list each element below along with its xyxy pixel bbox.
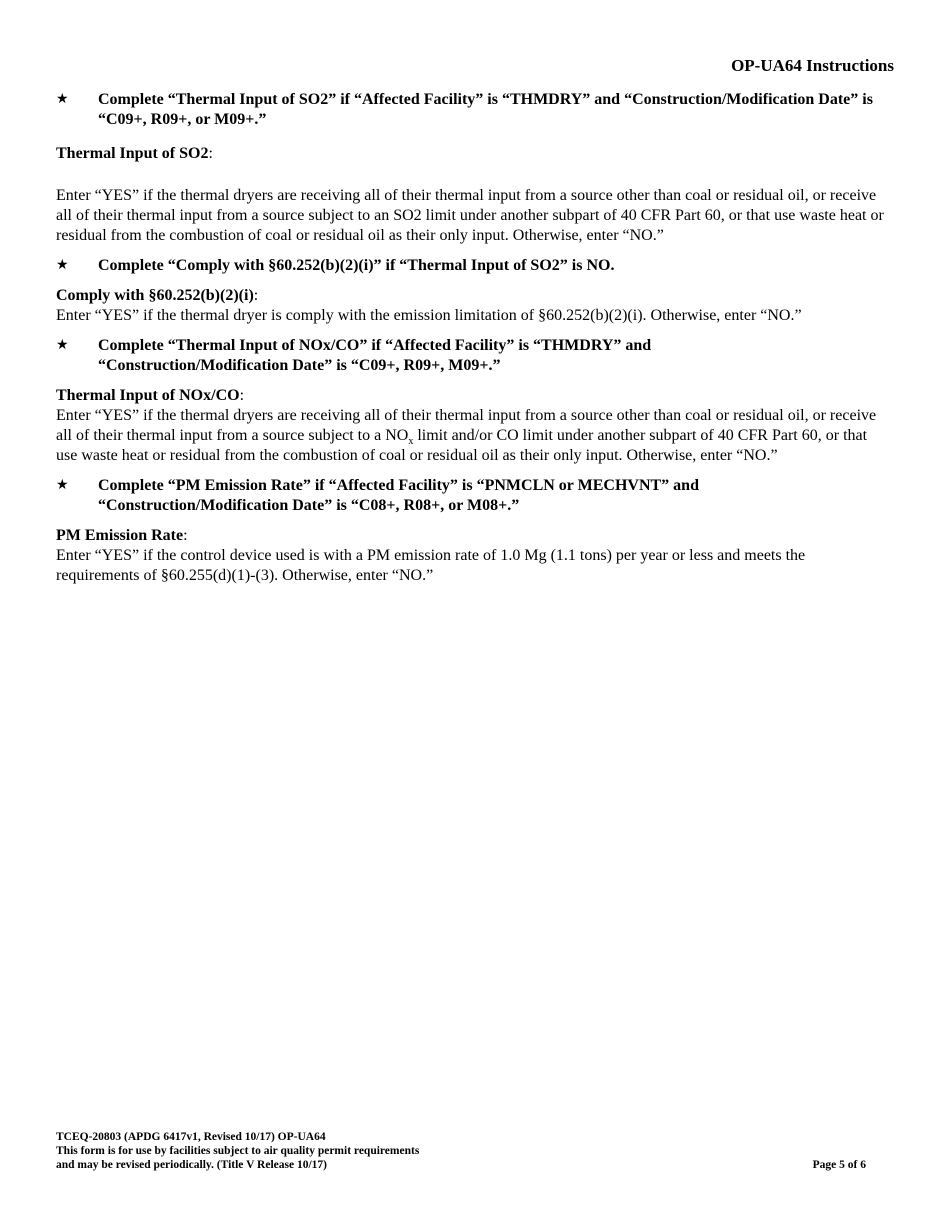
star-icon: ★ [56, 478, 69, 493]
star-icon: ★ [56, 338, 69, 353]
term-label: Thermal Input of NOx/CO [56, 387, 240, 404]
term-heading-comply-60-252 [56, 286, 892, 306]
term-colon: : [253, 287, 259, 304]
term-heading-thermal-input-so2 [56, 144, 892, 164]
subscript-x: x [408, 436, 414, 448]
term-colon: : [239, 387, 245, 404]
instruction-comply-60-252 [56, 256, 892, 276]
footer-line-1: TCEQ-20803 (APDG 6417v1, Revised 10/17) OP-UA64 [56, 1131, 326, 1143]
term-heading-thermal-input-nox-co [56, 386, 892, 406]
instruction-pm-emission-rate [56, 476, 892, 516]
instruction-thermal-input-so2 [56, 90, 892, 130]
term-label: Comply with §60.252(b)(2)(i) [56, 287, 254, 304]
instruction-text: Complete “Comply with §60.252(b)(2)(i)” if “Thermal Input of SO2” is NO. [98, 257, 615, 274]
term-colon: : [183, 527, 188, 544]
instruction-text-line2: “Construction/Modification Date” is “C08+, R08+, or M08+.” [98, 497, 520, 514]
body-text-part2: limit and/or CO limit under another subpart of 40 CFR Part 60, or that use waste heat or residual from the combustion of coal or residual oil as their only input. Otherwise, enter “NO.” [56, 427, 868, 464]
term-label: Thermal Input of SO2 [56, 145, 209, 162]
instruction-text: Complete “Thermal Input of SO2” if “Affected Facility” is “THMDRY” and “Construction/Modification Date” is “C09+, R09+, or M09+.” [98, 91, 873, 128]
instruction-text-line1: Complete “Thermal Input of NOx/CO” if “Affected Facility” is “THMDRY” and [98, 337, 652, 354]
term-heading-pm-emission-rate [56, 526, 892, 546]
instruction-thermal-input-nox-co [56, 336, 892, 376]
footer-page-number: Page 5 of 6 [812, 1159, 866, 1171]
footer-line-2: This form is for use by facilities subject to air quality permit requirements [56, 1145, 420, 1157]
body-thermal-input-nox-co [56, 406, 892, 466]
body-thermal-input-so2: Enter “YES” if the thermal dryers are receiving all of their thermal input from a source other than coal or residual oil, or receive all of their thermal input from a source subject to an SO2 limit under another subpart of 40 CFR Part 60, or that use waste heat or residual from the combustion of coal or residual oil as their only input. Otherwise, enter “NO.” [56, 187, 884, 244]
body-pm-emission-rate: Enter “YES” if the control device used is with a PM emission rate of 1.0 Mg (1.1 tons) per year or less and meets the requirements of §60.255(d)(1)-(3). Otherwise, enter “NO.” [56, 547, 806, 584]
instruction-text-line2: “Construction/Modification Date” is “C09+, R09+, M09+.” [98, 357, 501, 374]
page-header-title: OP-UA64 Instructions [731, 56, 894, 75]
body-comply-60-252: Enter “YES” if the thermal dryer is comply with the emission limitation of §60.252(b)(2)(i). Otherwise, enter “NO.” [56, 307, 802, 324]
term-label: PM Emission Rate [56, 527, 184, 544]
star-icon: ★ [56, 258, 69, 273]
footer-form-info [56, 1130, 419, 1172]
term-colon: : [208, 145, 213, 162]
instruction-text-line1: Complete “PM Emission Rate” if “Affected Facility” is “PNMCLN or MECHVNT” and [98, 477, 699, 494]
footer-line-3: and may be revised periodically. (Title V Release 10/17) [56, 1159, 327, 1171]
body-text-part1: Enter “YES” if the thermal dryers are receiving all of their thermal input from a source other than coal or residual oil, or receive all of their thermal input from a source subject to a NO [56, 407, 877, 444]
star-icon: ★ [56, 92, 69, 107]
document-body [56, 90, 892, 586]
